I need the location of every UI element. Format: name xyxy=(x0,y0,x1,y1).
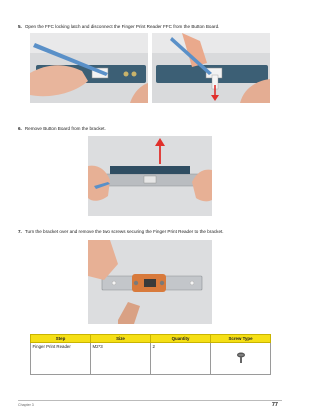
page-number: 77 xyxy=(271,402,278,408)
screw-table xyxy=(30,334,271,375)
step-number: 7. xyxy=(18,229,22,234)
cell-size: M2*3 xyxy=(91,343,151,375)
ffc-disconnect-photo-left xyxy=(30,33,148,103)
step-text: Turn the bracket over and remove the two screws securing the Finger Print Reader to the bracket. xyxy=(24,229,224,234)
table-header-row xyxy=(31,335,271,343)
screw-icon xyxy=(236,352,246,364)
step-text: Open the FFC locking latch and disconnect the Finger Print Reader FFC from the Button Board. xyxy=(24,24,220,29)
table-row xyxy=(31,343,271,375)
step-text: Remove Button Board from the bracket. xyxy=(24,126,106,131)
bracket-screws-photo xyxy=(88,240,212,324)
step-5 xyxy=(18,24,219,30)
header-screw-type: Screw Type xyxy=(211,335,271,343)
step-7 xyxy=(18,229,224,235)
header-size: Size xyxy=(91,335,151,343)
cell-screw-type xyxy=(211,343,271,375)
cell-quantity: 2 xyxy=(151,343,211,375)
step-6 xyxy=(18,126,106,132)
header-step: Step xyxy=(31,335,91,343)
header-quantity: Quantity xyxy=(151,335,211,343)
button-board-removal-photo xyxy=(88,136,212,216)
footer-chapter: Chapter 3 xyxy=(18,403,34,407)
ffc-disconnect-photo-right xyxy=(152,33,270,103)
step-number: 6. xyxy=(18,126,22,131)
cell-step: Finger Print Reader xyxy=(31,343,91,375)
step-number: 5. xyxy=(18,24,22,29)
footer-divider xyxy=(18,400,282,401)
